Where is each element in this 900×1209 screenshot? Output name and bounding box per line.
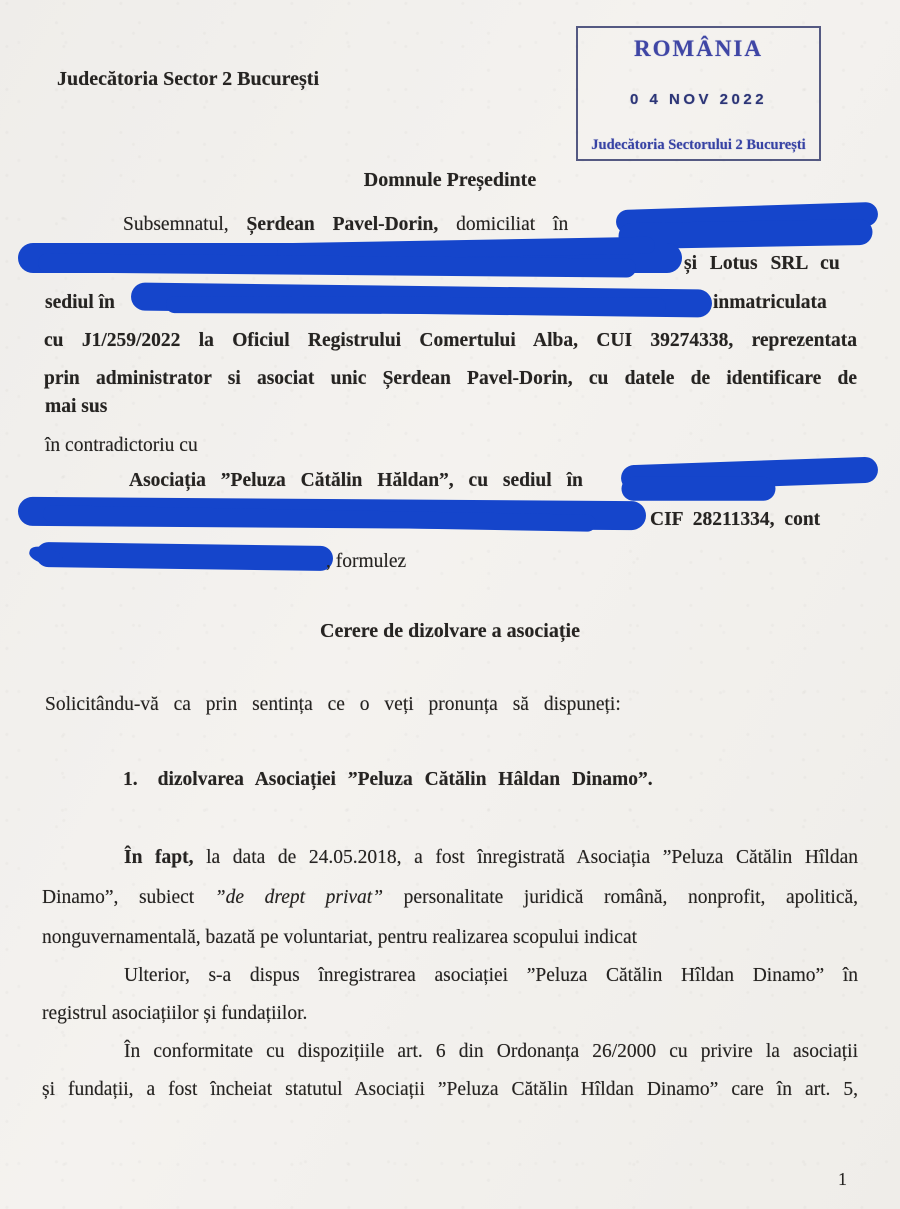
redaction-mark <box>131 282 712 317</box>
party-line-3-lead: sediul în <box>45 292 115 313</box>
formulez-line: , formulez <box>326 551 407 572</box>
stamp-court-name: Judecătoria Sectorului 2 București <box>591 137 806 153</box>
facts-paragraph-2-line-1: Ulterior, s-a dispus înregistrarea asociației ”Peluza Cătălin Hîldan Dinamo” în <box>124 965 858 986</box>
salutation: Domnule Președinte <box>363 169 537 191</box>
contradictory-line: în contradictoriu cu <box>45 435 198 456</box>
facts-p1-l2-b: personalitate juridică română, nonprofit, apolitică, <box>403 887 859 908</box>
petition-item-number: 1. <box>123 769 138 790</box>
party-line-5: prin administrator si asociat unic Șerdean Pavel-Dorin, cu datele de identificare de <box>44 368 857 389</box>
facts-paragraph-1-line-1 <box>42 845 858 871</box>
party-line-6: mai sus <box>45 396 108 417</box>
redaction-mark <box>616 202 879 234</box>
facts-paragraph-3-line-2: și fundații, a fost încheiat statutul Asociații ”Peluza Cătălin Hîldan Dinamo” care în art. 5, <box>42 1079 858 1100</box>
party-line-2: și Lotus SRL cu <box>684 253 840 274</box>
facts-p1-l2-italic: ”de drept privat” <box>214 887 384 908</box>
petition-item-text: dizolvarea Asociației ”Peluza Cătălin Hâldan Dinamo”. <box>157 769 653 790</box>
court-name-header: Judecătoria Sector 2 București <box>57 68 320 90</box>
document-title: Cerere de dizolvare a asociație <box>320 620 580 642</box>
cif-line: CIF 28211334, cont <box>650 509 821 530</box>
defendant-association-line: Asociația ”Peluza Cătălin Hăldan”, cu sediul în <box>129 470 583 491</box>
petition-item-1 <box>123 767 653 793</box>
redaction-mark <box>621 457 879 492</box>
stamp-date: 0 4 NOV 2022 <box>629 91 768 108</box>
party-line-4: cu J1/259/2022 la Oficiul Registrului Comertului Alba, CUI 39274338, reprezentata <box>44 330 857 351</box>
claimant-name: Șerdean Pavel-Dorin, <box>246 214 439 235</box>
court-registry-stamp <box>576 26 821 161</box>
party-line-3-trail: inmatriculata <box>713 292 827 313</box>
facts-paragraph-1-line-2 <box>42 885 858 911</box>
party-line-1 <box>123 212 568 238</box>
redaction-mark <box>18 243 682 273</box>
facts-paragraph-2-line-2: registrul asociațiilor și fundațiilor. <box>42 1003 308 1024</box>
facts-p1-l1-text: la data de 24.05.2018, a fost înregistrată Asociația ”Peluza Cătălin Hîldan <box>206 847 858 868</box>
facts-p1-l2-a: Dinamo”, subiect <box>42 887 195 908</box>
facts-paragraph-3-line-1: În conformitate cu dispozițiile art. 6 din Ordonanța 26/2000 cu privire la asociații <box>124 1041 858 1062</box>
page-number: 1 <box>838 1169 847 1189</box>
party-intro-text: Subsemnatul, <box>123 214 229 235</box>
facts-paragraph-1-line-3: nonguvernamentală, bazată pe voluntariat, pentru realizarea scopului indicat <box>42 927 638 948</box>
redaction-mark <box>36 542 333 571</box>
domicile-text: domiciliat în <box>456 214 569 235</box>
in-fapt-lead: În fapt, <box>124 847 194 868</box>
stamp-country-label: ROMÂNIA <box>634 36 763 61</box>
redaction-mark <box>18 497 646 530</box>
request-line: Solicitându-vă ca prin sentința ce o veți pronunța să dispuneți: <box>45 694 621 715</box>
